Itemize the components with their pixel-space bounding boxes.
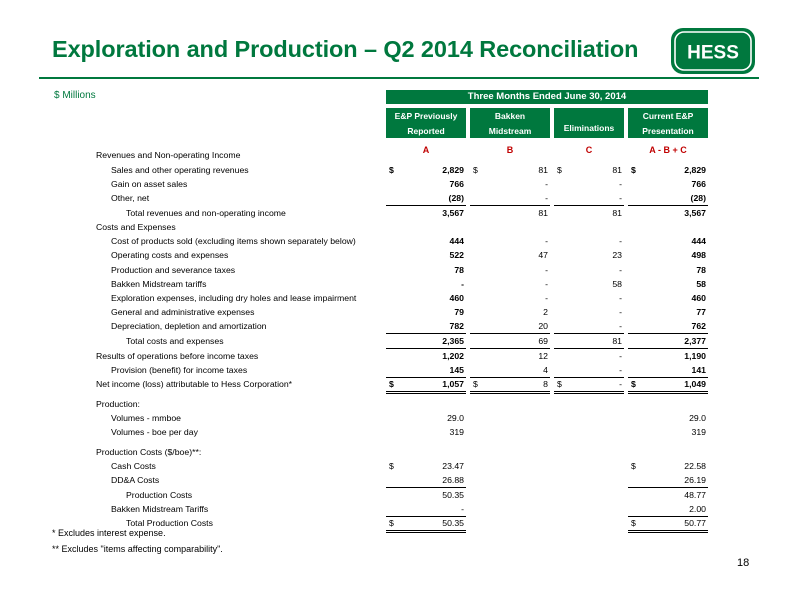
table-cell [386,411,466,425]
cell-value: - [461,279,464,289]
table-row [0,234,800,248]
cell-value: 26.19 [684,475,706,485]
row-label: Other, net [111,193,150,203]
cell-value: 81 [538,208,548,218]
page-title: Exploration and Production – Q2 2014 Reconciliation [52,36,639,62]
table-cell [628,163,708,177]
cell-value: - [619,351,622,361]
currency-symbol: $ [473,165,478,175]
table-cell [470,291,550,305]
row-label: Cash Costs [111,461,156,471]
table-row [0,305,800,319]
currency-symbol: $ [473,379,478,389]
cell-value: - [619,321,622,331]
cell-value: - [619,179,622,189]
table-cell [628,473,708,488]
table-cell [470,319,550,334]
table-cell [386,516,466,533]
cell-value: 81 [612,165,622,175]
table-cell [554,234,624,248]
table-cell [628,234,708,248]
cell-value: 78 [696,265,706,275]
cell-value: 2,829 [442,165,464,175]
table-row [0,488,800,502]
table-row [0,319,800,333]
cell-value: 141 [691,365,706,375]
cell-value: 22.58 [684,461,706,471]
cell-value: 2.00 [689,504,706,514]
column-letter-c: C [585,145,593,155]
row-label: Operating costs and expenses [111,250,229,260]
cell-value: 81 [612,336,622,346]
table-row [0,248,800,262]
currency-symbol: $ [389,379,394,389]
table-cell [386,177,466,191]
cell-value: 460 [449,293,464,303]
row-label: Costs and Expenses [96,222,176,232]
cell-value: - [461,504,464,514]
footnote-1: * Excludes interest expense. [52,528,166,538]
table-row [0,445,800,459]
cell-value: 48.77 [684,490,706,500]
cell-value: 2,829 [684,165,706,175]
cell-value: 81 [612,208,622,218]
table-cell [386,263,466,277]
row-label: Production and severance taxes [111,265,236,275]
column-letter-b: B [506,145,514,155]
currency-symbol: $ [389,518,394,528]
table-row [0,277,800,291]
cell-value: 3,567 [442,208,464,218]
cell-value: 522 [449,250,464,260]
row-label: DD&A Costs [111,475,160,485]
cell-value: 47 [538,250,548,260]
cell-value: 23.47 [442,461,464,471]
cell-value: 1,202 [442,351,464,361]
table-cell [386,459,466,473]
row-label: Cost of products sold (excluding items shown separately below) [111,236,356,246]
table-row [0,411,800,425]
row-label: Volumes - mmboe [111,413,182,423]
cell-value: - [619,193,622,203]
table-cell [470,163,550,177]
table-cell [386,488,466,502]
currency-symbol: $ [631,461,636,471]
table-cell [386,334,466,349]
row-label: Total revenues and non-operating income [126,208,286,218]
table-cell [628,334,708,349]
row-label: Gain on asset sales [111,179,188,189]
table-cell [470,305,550,319]
row-label: Exploration expenses, including dry holes and lease impairment [111,293,357,303]
table-cell [554,248,624,262]
table-cell [554,305,624,319]
cell-value: - [619,236,622,246]
cell-value: 2,377 [684,336,706,346]
cell-value: 23 [612,250,622,260]
currency-symbol: $ [389,165,394,175]
table-cell [386,163,466,177]
cell-value: - [545,179,548,189]
cell-value: 319 [691,427,706,437]
currency-symbol: $ [557,165,562,175]
table-cell [628,191,708,206]
row-label: Volumes - boe per day [111,427,198,437]
table-row [0,502,800,516]
table-row [0,334,800,348]
cell-value: 81 [538,165,548,175]
cell-value: - [545,236,548,246]
table-cell [386,291,466,305]
row-label: Net income (loss) attributable to Hess Corporation* [96,379,293,389]
table-cell [386,191,466,206]
table-cell [470,377,550,394]
cell-value: - [619,379,622,389]
footnote-2: ** Excludes "items affecting comparability". [52,544,223,554]
table-row [0,473,800,487]
table-cell [386,377,466,394]
cell-value: 145 [449,365,464,375]
column-letter-a: A [422,145,430,155]
cell-value: 77 [696,307,706,317]
cell-value: 766 [449,179,464,189]
table-cell [470,349,550,363]
table-row [0,459,800,473]
cell-value: 29.0 [689,413,706,423]
row-label: Results of operations before income taxes [96,351,259,361]
column-header-a: E&P Previously Reported [386,108,466,138]
table-cell [628,502,708,517]
cell-value: - [545,279,548,289]
cell-value: 50.77 [684,518,706,528]
cell-value: 12 [538,351,548,361]
table-cell [386,248,466,262]
table-cell [628,425,708,439]
column-header-b: Bakken Midstream [470,108,550,138]
currency-symbol: $ [631,518,636,528]
hess-logo [670,27,756,75]
row-label: Production: [96,399,140,409]
table-cell [628,291,708,305]
table-cell [554,163,624,177]
cell-value: 460 [691,293,706,303]
table-cell [554,277,624,291]
table-cell [628,459,708,473]
table-cell [386,502,466,517]
table-cell [628,411,708,425]
currency-symbol: $ [631,165,636,175]
table-row [0,363,800,377]
cell-value: 766 [691,179,706,189]
cell-value: 50.35 [442,490,464,500]
page-number: 18 [737,557,750,569]
cell-value: 2,365 [442,336,464,346]
table-cell [470,234,550,248]
table-cell [470,263,550,277]
cell-value: 4 [543,365,548,375]
table-cell [628,248,708,262]
table-cell [386,305,466,319]
table-row [0,220,800,234]
table-cell [386,349,466,363]
cell-value: 79 [454,307,464,317]
cell-value: 78 [454,265,464,275]
cell-value: 782 [449,321,464,331]
table-cell [470,191,550,206]
table-cell [628,377,708,394]
table-cell [386,425,466,439]
cell-value: 444 [449,236,464,246]
row-label: Depreciation, depletion and amortization [111,321,267,331]
table-row [0,148,800,162]
table-row [0,291,800,305]
cell-value: - [619,365,622,375]
cell-value: - [619,307,622,317]
table-cell [554,334,624,349]
table-cell [628,263,708,277]
logo-text: HESS [687,42,739,64]
table-cell [628,488,708,502]
row-label: General and administrative expenses [111,307,255,317]
table-cell [386,234,466,248]
table-cell [554,319,624,334]
currency-symbol: $ [389,461,394,471]
column-header-c: Eliminations [554,108,624,138]
cell-value: 498 [691,250,706,260]
cell-value: 8 [543,379,548,389]
table-cell [554,191,624,206]
row-label: Production Costs ($/boe)**: [96,447,202,457]
cell-value: 26.88 [442,475,464,485]
cell-value: 58 [696,279,706,289]
table-cell [386,319,466,334]
table-cell [470,206,550,220]
cell-value: 319 [449,427,464,437]
row-label: Production Costs [126,490,193,500]
row-label: Total costs and expenses [126,336,224,346]
cell-value: 762 [691,321,706,331]
cell-value: 69 [538,336,548,346]
cell-value: - [619,265,622,275]
row-label: Bakken Midstream tariffs [111,279,207,289]
table-cell [628,305,708,319]
table-row [0,377,800,391]
table-cell [628,363,708,378]
cell-value: - [545,265,548,275]
table-cell [628,206,708,220]
table-cell [386,473,466,488]
column-letter-d: A - B + C [649,145,687,155]
table-row [0,397,800,411]
cell-value: (28) [690,193,706,203]
period-header: Three Months Ended June 30, 2014 [386,90,708,104]
cell-value: 444 [691,236,706,246]
table-cell [470,248,550,262]
row-label: Sales and other operating revenues [111,165,249,175]
table-row [0,177,800,191]
currency-symbol: $ [557,379,562,389]
table-row [0,349,800,363]
table-cell [386,277,466,291]
table-row [0,206,800,220]
table-cell [554,263,624,277]
table-cell [554,291,624,305]
table-cell [554,206,624,220]
currency-symbol: $ [631,379,636,389]
table-cell [554,363,624,378]
table-cell [470,334,550,349]
cell-value: 1,057 [442,379,464,389]
table-cell [470,177,550,191]
table-cell [470,277,550,291]
cell-value: 20 [538,321,548,331]
table-cell [554,349,624,363]
cell-value: - [619,293,622,303]
units-label: $ Millions [54,90,96,101]
cell-value: (28) [448,193,464,203]
row-label: Total Production Costs [126,518,213,528]
table-cell [554,177,624,191]
table-cell [628,277,708,291]
table-row [0,163,800,177]
column-header-d: Current E&P Presentation [628,108,708,138]
table-cell [554,377,624,394]
table-row [0,425,800,439]
table-row [0,263,800,277]
cell-value: 50.35 [442,518,464,528]
cell-value: 1,190 [684,351,706,361]
cell-value: 3,567 [684,208,706,218]
table-cell [628,516,708,533]
cell-value: 1,049 [684,379,706,389]
table-row [0,191,800,205]
cell-value: - [545,193,548,203]
row-label: Bakken Midstream Tariffs [111,504,209,514]
cell-value: 2 [543,307,548,317]
table-cell [628,177,708,191]
cell-value: - [545,293,548,303]
cell-value: 58 [612,279,622,289]
table-cell [470,363,550,378]
table-cell [628,319,708,334]
row-label: Provision (benefit) for income taxes [111,365,248,375]
table-cell [386,363,466,378]
table-cell [386,206,466,220]
cell-value: 29.0 [447,413,464,423]
table-cell [628,349,708,363]
title-rule [39,77,759,79]
row-label: Revenues and Non-operating Income [96,150,241,160]
